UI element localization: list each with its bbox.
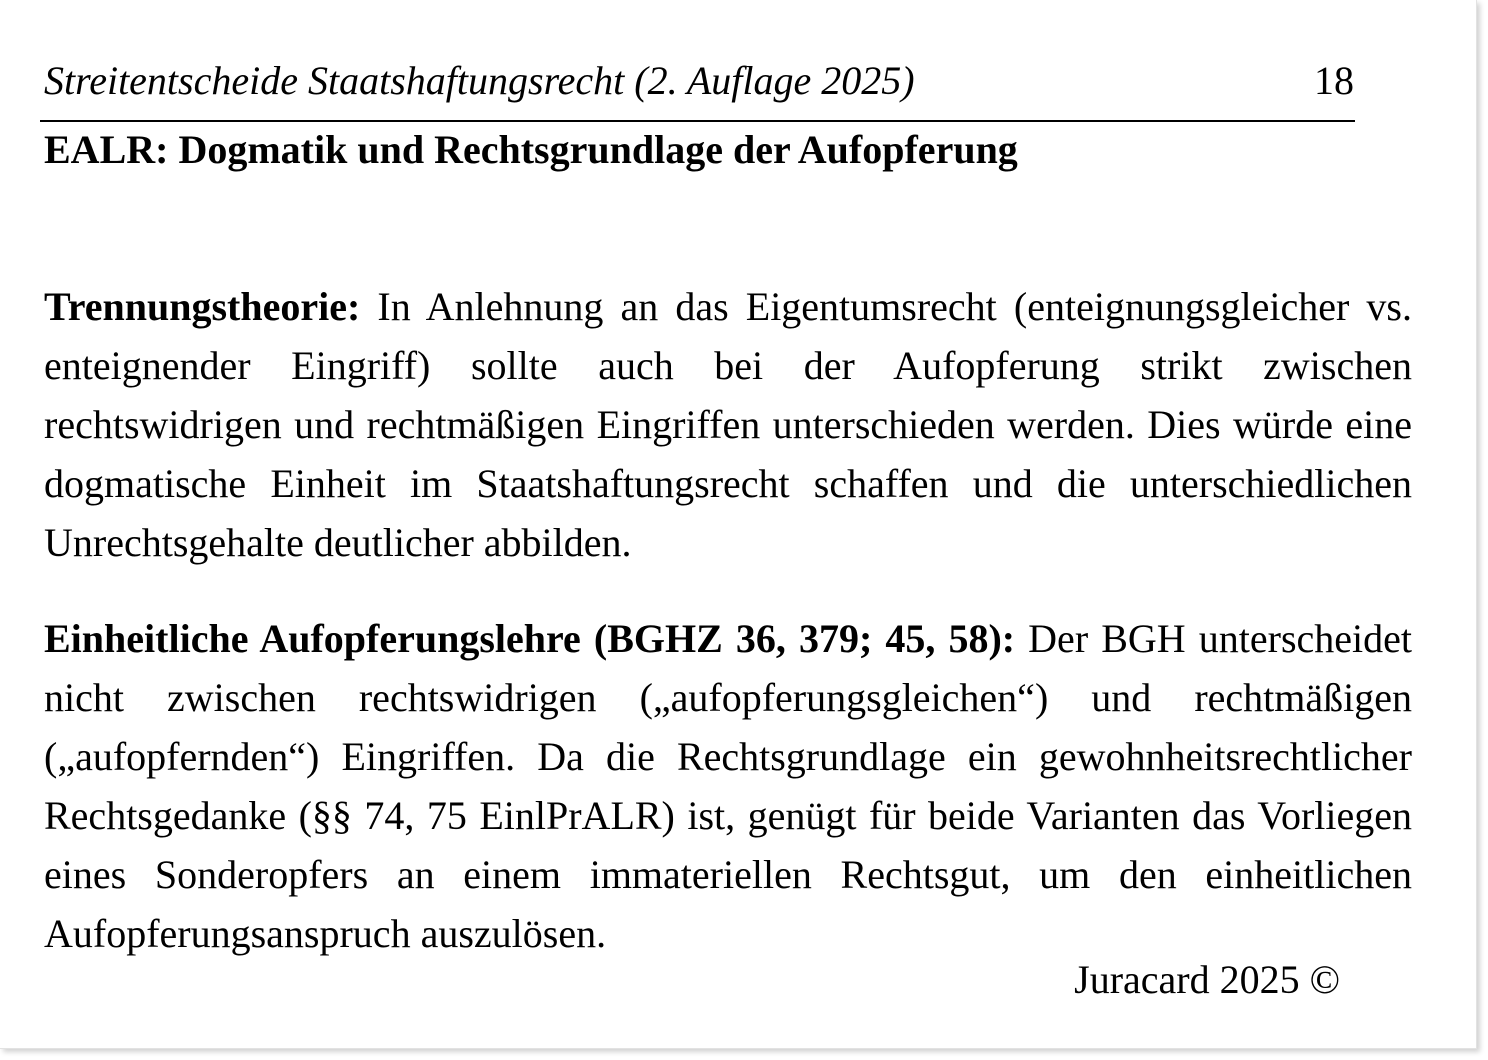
page-header xyxy=(44,56,1354,106)
paragraph-term: Trennungstheorie: xyxy=(44,284,361,329)
section-title: EALR: Dogmatik und Rechtsgrundlage der Aufopferung xyxy=(44,127,1018,172)
book-title: Streitentscheide Staatshaftungsrecht (2. Auflage 2025) xyxy=(44,58,915,103)
paragraph-text: Der BGH unterscheidet nicht zwischen rechtswidrigen („aufopferungsgleichen“) und rechtmäßigen („aufopfernden“) Eingriffen. Da die Rechtsgrundlage ein gewohnheitsrechtlicher Rechtsgedanke (§§ 74, 75 EinlPrALR) ist, genügt für beide Varianten das Vorliegen eines Sonderopfers an einem immateriellen Rechtsgut, um den einheitlichen Aufopferungsanspruch auszulösen. xyxy=(44,616,1412,956)
page-number: 18 xyxy=(1314,58,1354,103)
paragraph-einheitliche-aufopferungslehre xyxy=(44,609,1412,963)
header-divider xyxy=(40,120,1355,122)
paragraph-text: In Anlehnung an das Eigentumsrecht (enteignungsgleicher vs. enteignender Eingriff) sollte auch bei der Aufopferung strikt zwischen rechtswidrigen und rechtmäßigen Eingriffen unterschieden werden. Dies würde eine dogmatische Einheit im Staatshaftungsrecht schaffen und die unterschiedlichen Unrechtsgehalte deutlicher abbilden. xyxy=(44,284,1412,565)
paragraph-term: Einheitliche Aufopferungslehre (BGHZ 36, 379; 45, 58): xyxy=(44,616,1016,661)
paragraph-trennungstheorie xyxy=(44,277,1412,572)
copyright-footer: Juracard 2025 © xyxy=(1074,957,1340,1002)
